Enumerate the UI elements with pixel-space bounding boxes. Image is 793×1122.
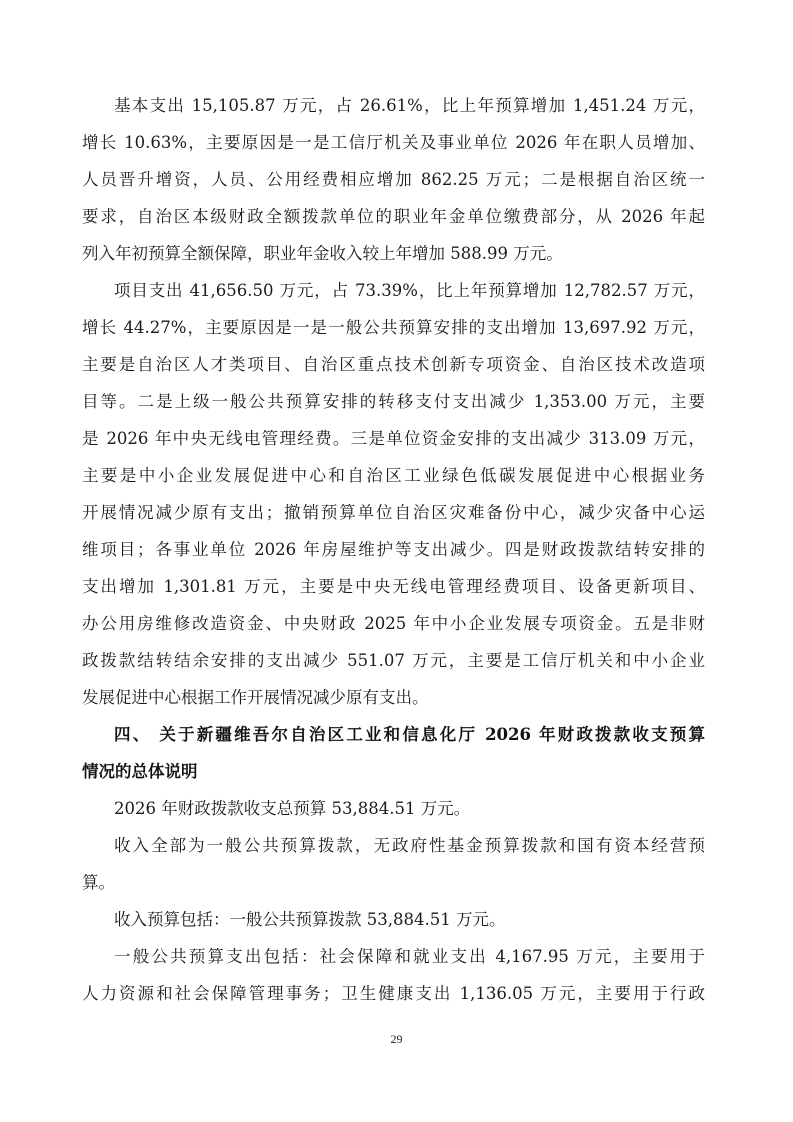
text-line: 收入全部为一般公共预算拨款，无政府性基金预算拨款和国有资本经营预 xyxy=(114,836,705,855)
text-line: 增长 44.27%，主要原因是一是一般公共预算安排的支出增加 13,697.92 万元， xyxy=(82,318,705,337)
text-line: 办公用房维修改造资金、中央财政 2025 年中小企业发展专项资金。五是非财 xyxy=(82,614,705,633)
text-line: 基本支出 15,105.87 万元，占 26.61%，比上年预算增加 1,451.24 万元， xyxy=(114,96,705,115)
text-line: 人力资源和社会保障管理事务；卫生健康支出 1,136.05 万元，主要用于行政 xyxy=(82,984,705,1003)
heading-line: 情况的总体说明 xyxy=(82,762,198,781)
text-line: 开展情况减少原有支出；撤销预算单位自治区灾难备份中心，减少灾备中心运 xyxy=(82,503,705,522)
heading-line: 四、 关于新疆维吾尔自治区工业和信息化厅 2026 年财政拨款收支预算 xyxy=(114,725,705,744)
text-line: 主要是中小企业发展促进中心和自治区工业绿色低碳发展促进中心根据业务 xyxy=(82,466,705,485)
text-line: 维项目；各事业单位 2026 年房屋维护等支出减少。四是财政拨款结转安排的 xyxy=(82,540,705,559)
text-line: 项目支出 41,656.50 万元，占 73.39%，比上年预算增加 12,782.57 万元， xyxy=(114,281,705,300)
text-line: 人员晋升增资，人员、公用经费相应增加 862.25 万元；二是根据自治区统一 xyxy=(82,170,705,189)
text-line: 一般公共预算支出包括：社会保障和就业支出 4,167.95 万元，主要用于 xyxy=(114,947,705,966)
text-line: 列入年初预算全额保障，职业年金收入较上年增加 588.99 万元。 xyxy=(82,244,563,263)
text-line: 政拨款结转结余安排的支出减少 551.07 万元，主要是工信厅机关和中小企业 xyxy=(82,651,705,670)
text-line: 收入预算包括：一般公共预算拨款 53,884.51 万元。 xyxy=(114,910,506,929)
text-line: 发展促进中心根据工作开展情况减少原有支出。 xyxy=(82,688,429,707)
text-line: 要求，自治区本级财政全额拨款单位的职业年金单位缴费部分，从 2026 年起 xyxy=(82,207,705,226)
text-line: 2026 年财政拨款收支总预算 53,884.51 万元。 xyxy=(114,799,471,818)
text-line: 增长 10.63%，主要原因是一是工信厅机关及事业单位 2026 年在职人员增加、 xyxy=(82,133,705,152)
text-line: 算。 xyxy=(82,873,115,892)
text-line: 目等。二是上级一般公共预算安排的转移支付支出减少 1,353.00 万元，主要 xyxy=(82,392,705,411)
page-number: 29 xyxy=(390,1032,403,1046)
text-line: 主要是自治区人才类项目、自治区重点技术创新专项资金、自治区技术改造项 xyxy=(82,355,705,374)
text-line: 支出增加 1,301.81 万元，主要是中央无线电管理经费项目、设备更新项目、 xyxy=(82,577,705,596)
text-line: 是 2026 年中央无线电管理经费。三是单位资金安排的支出减少 313.09 万元， xyxy=(82,429,705,448)
